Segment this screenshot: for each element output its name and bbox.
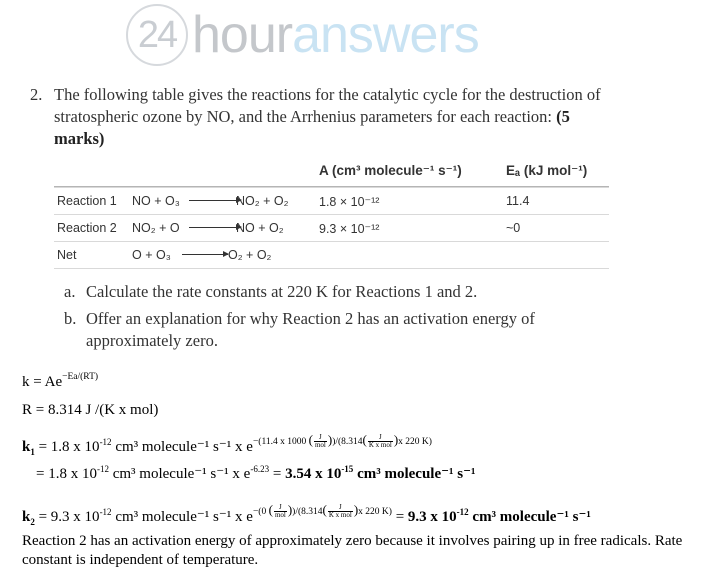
question-number: 2. — [30, 85, 43, 104]
logo-circle-24: 24 — [126, 4, 188, 66]
table-header-row — [54, 158, 609, 187]
row-a-value: 9.3 × 10⁻¹² — [319, 222, 380, 236]
question-prompt: The following table gives the reactions for the catalytic cycle for the destruction of stratospheric ozone by NO, and the Arrhenius parameters for each reaction: — [54, 85, 601, 126]
logo-word-answers: answers — [292, 6, 479, 64]
header-ea: Eₐ (kJ mol⁻¹) — [506, 163, 588, 178]
k2-calculation: $k_2 = 9.3$ x $10^{-12}$ cm³ molecule⁻¹ s⁻¹ x $e^{-(0 ( \frac{J}{\text{mol}} ))/(8.314( \frac{J}{\text{K x mol}} )x 220 K)} = 9.3$ x $10^{-12}$ cm³ molecule⁻¹ s⁻¹ — [22, 502, 591, 527]
row-a-value: 1.8 × 10⁻¹² — [319, 195, 380, 209]
formula-arrhenius: $k = Ae^{-Ea/(RT)}$ — [22, 372, 99, 390]
part-letter: b. — [64, 309, 77, 328]
k1-result: 3.54 x $10^{-15}$ cm³ molecule⁻¹ s⁻¹ — [285, 464, 476, 482]
reaction-table — [54, 158, 609, 269]
row-products: NO₂ + O₂ — [236, 194, 289, 208]
row-reactants: O + O₃ — [132, 248, 171, 262]
formula-exponent: −Ea/(RT) — [62, 372, 99, 382]
part-text: Calculate the rate constants at 220 K for Reactions 1 and 2. — [86, 282, 478, 301]
header-a: A (cm³ molecule⁻¹ s⁻¹) — [319, 163, 462, 178]
logo-word-hour: hour — [192, 6, 293, 64]
explanation-text: Reaction 2 has an activation energy of approximately zero because it involves pairing up in free radicals. Rate constant is independent of temperature. — [22, 533, 683, 568]
k1-calculation: $k_1 = 1.8$ x $10^{-12}$ cm³ molecule⁻¹ s⁻¹ x $e^{-(11.4 x 1000 ( \frac{J}{\text{mol}} ))/(8.314( \frac{J}{\text{K x mol}} )x 220 K)}$ — [22, 432, 432, 457]
row-products: O₂ + O₂ — [228, 248, 272, 262]
question-marks: (5 marks) — [54, 107, 570, 148]
k2-exponent: −(0 ( J mol ))/(8.314( J K x mol )x 220 K) — [252, 502, 392, 520]
table-row — [54, 215, 609, 242]
site-logo — [126, 2, 479, 68]
row-label: Reaction 2 — [57, 221, 117, 235]
gas-constant-line: R = 8.314 J /(K x mol) — [22, 402, 159, 418]
row-label: Net — [57, 248, 77, 262]
k1-exponent: −(11.4 x 1000 ( J mol ))/(8.314( J K x mol )x 220 K) — [252, 432, 432, 450]
question-text — [54, 84, 610, 150]
part-letter: a. — [64, 282, 76, 301]
row-products: NO + O₂ — [236, 221, 284, 235]
k2-result: 9.3 x $10^{-12}$ cm³ molecule⁻¹ s⁻¹ — [407, 507, 591, 525]
list-item — [64, 308, 584, 352]
list-item — [64, 281, 584, 303]
question-block — [30, 84, 610, 150]
row-reactants: NO₂ + O — [132, 221, 180, 235]
reaction-arrow-icon — [182, 254, 228, 255]
reaction-arrow-icon — [189, 227, 241, 228]
question-parts — [64, 281, 584, 357]
reaction-arrow-icon — [189, 200, 241, 201]
row-reactants: NO + O₃ — [132, 194, 180, 208]
k1-result-line: = 1.8 x $10^{-12}$ cm³ molecule⁻¹ s⁻¹ x $e^{-6.23} = 3.54$ x $10^{-15}$ cm³ molecule⁻¹ s⁻¹ — [36, 464, 476, 482]
row-label: Reaction 1 — [57, 194, 117, 208]
table-row — [54, 187, 609, 215]
part-text: Offer an explanation for why Reaction 2 has an activation energy of approximately zero. — [86, 309, 535, 350]
row-ea-value: 11.4 — [506, 194, 530, 208]
table-row — [54, 242, 609, 269]
row-ea-value: ~0 — [506, 221, 521, 235]
